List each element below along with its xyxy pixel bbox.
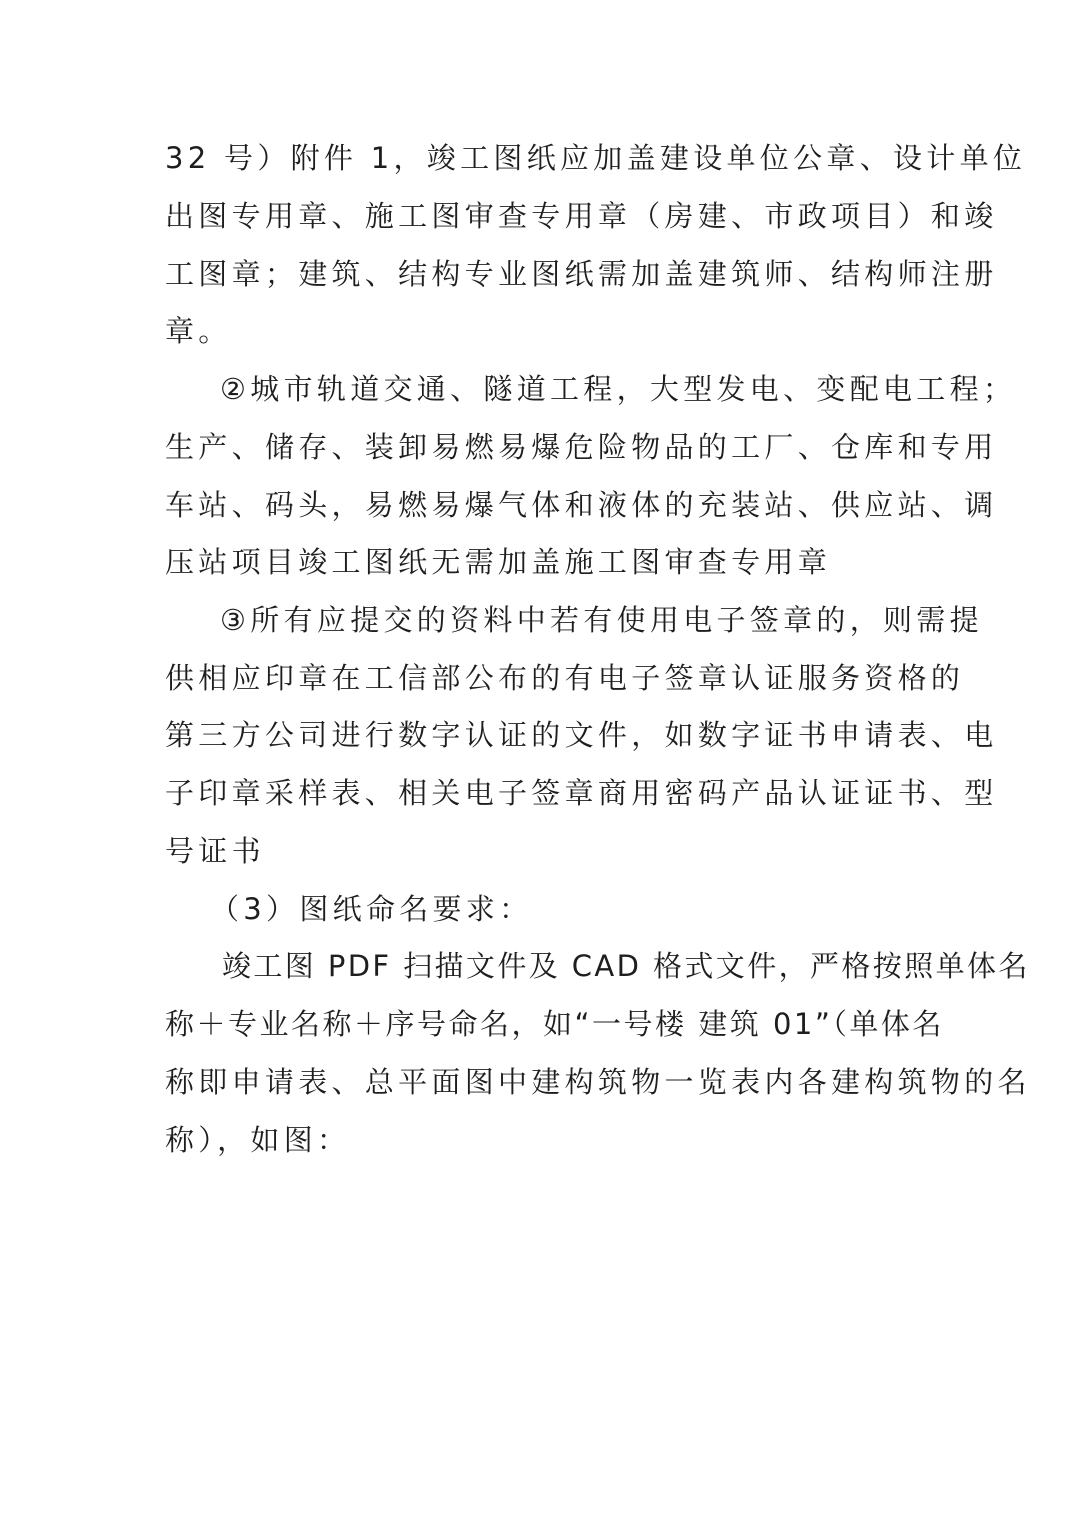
paragraph-line: 号证书 <box>165 834 265 868</box>
paragraph-line: 出图专用章、施工图审查专用章（房建、市政项目）和竣 <box>165 199 998 233</box>
paragraph-line: 工图章；建筑、结构专业图纸需加盖建筑师、结构师注册 <box>165 257 998 291</box>
paragraph-line: 第三方公司进行数字认证的文件，如数字证书申请表、电 <box>165 718 998 752</box>
paragraph-line: 32 号）附件 1，竣工图纸应加盖建设单位公章、设计单位 <box>165 141 1027 175</box>
paragraph-line: ③所有应提交的资料中若有使用电子签章的，则需提 <box>220 603 983 637</box>
paragraph-line: 称），如图： <box>165 1123 351 1157</box>
paragraph-line: 生产、储存、装卸易燃易爆危险物品的工厂、仓库和专用 <box>165 430 998 464</box>
section-heading: （3）图纸命名要求： <box>210 892 533 926</box>
paragraph-line: 车站、码头，易燃易爆气体和液体的充装站、供应站、调 <box>165 488 998 522</box>
paragraph-line: ②城市轨道交通、隧道工程，大型发电、变配电工程； <box>220 372 1017 406</box>
paragraph-line: 子印章采样表、相关电子签章商用密码产品认证证书、型 <box>165 776 998 810</box>
paragraph-line: 竣工图 PDF 扫描文件及 CAD 格式文件，严格按照单体名 <box>222 949 1030 983</box>
paragraph-line: 称＋专业名称＋序号命名，如“一号楼 建筑 01”（单体名 <box>165 1007 944 1041</box>
paragraph-line: 章。 <box>165 314 232 348</box>
paragraph-line: 称即申请表、总平面图中建构筑物一览表内各建构筑物的名 <box>165 1065 1031 1099</box>
paragraph-line: 供相应印章在工信部公布的有电子签章认证服务资格的 <box>165 661 965 695</box>
paragraph-line: 压站项目竣工图纸无需加盖施工图审查专用章 <box>165 545 832 579</box>
